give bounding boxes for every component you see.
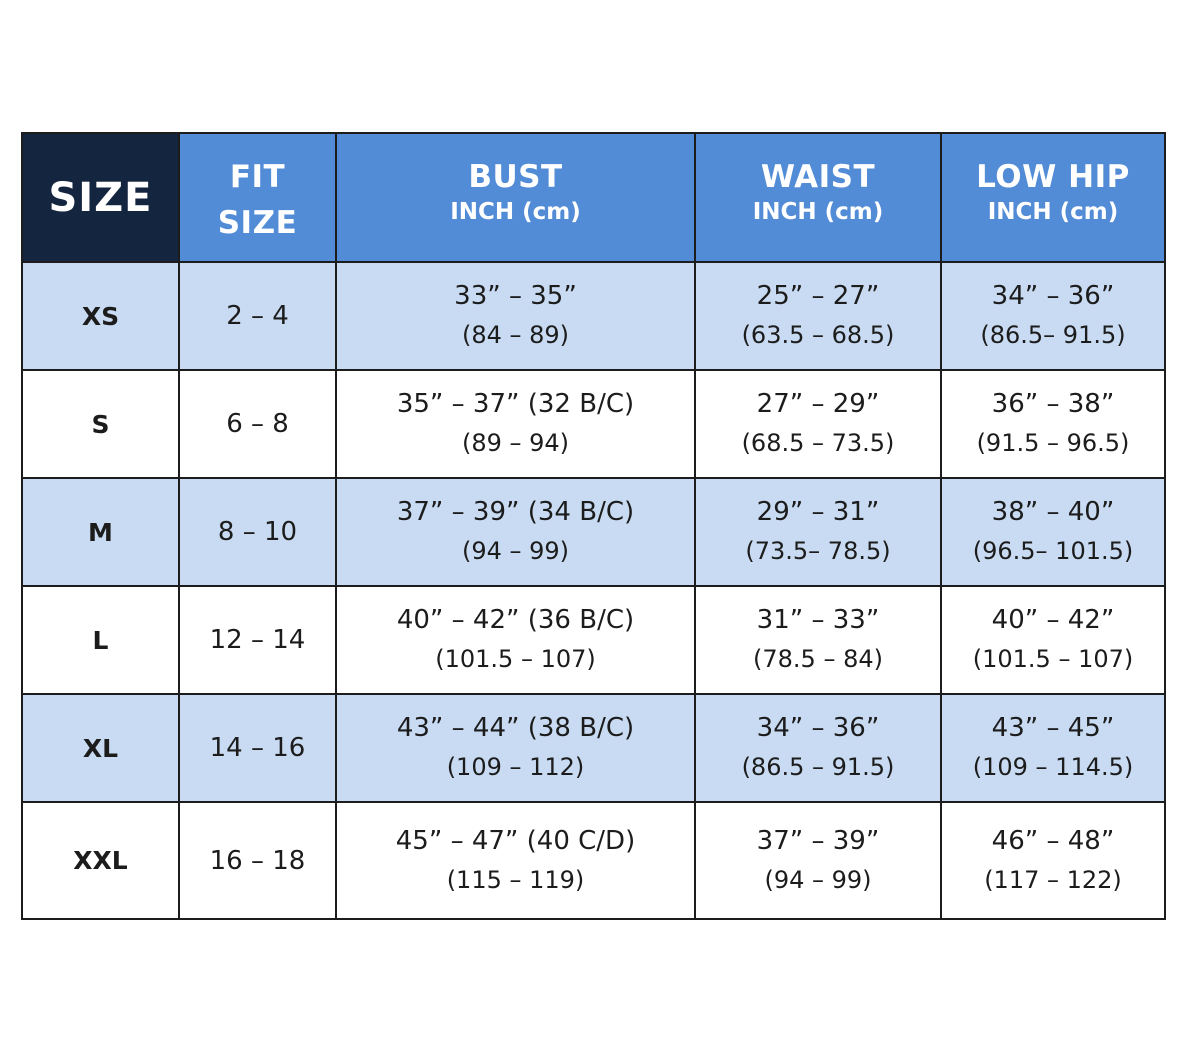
fit-size-cell: 14 – 16 <box>179 694 336 802</box>
table-row <box>22 370 1165 478</box>
header-waist <box>695 133 941 262</box>
low-hip-inch: 46” – 48” <box>991 825 1115 856</box>
waist-inch: 25” – 27” <box>756 281 880 311</box>
table-row <box>22 262 1165 370</box>
bust-cm: (101.5 – 107) <box>435 645 596 673</box>
header-fit-size <box>179 133 336 262</box>
waist-cell <box>695 802 941 919</box>
waist-cm: (73.5– 78.5) <box>745 537 891 565</box>
header-bust <box>336 133 695 262</box>
bust-inch: 40” – 42” (36 B/C) <box>396 605 635 635</box>
header-low-hip-title: LOW HIP <box>976 159 1130 195</box>
header-waist-unit: INCH (cm) <box>752 199 884 225</box>
header-waist-title: WAIST <box>760 159 876 195</box>
waist-cm: (63.5 – 68.5) <box>741 321 895 349</box>
low-hip-cell <box>941 370 1165 478</box>
low-hip-inch: 40” – 42” <box>991 605 1115 635</box>
low-hip-inch: 38” – 40” <box>991 497 1115 527</box>
waist-cm: (94 – 99) <box>764 865 872 894</box>
bust-inch: 35” – 37” (32 B/C) <box>396 389 635 419</box>
bust-inch: 45” – 47” (40 C/D) <box>395 825 636 856</box>
header-low-hip <box>941 133 1165 262</box>
header-bust-title: BUST <box>468 159 563 195</box>
size-cell: XL <box>22 694 179 802</box>
bust-inch: 33” – 35” <box>454 281 577 311</box>
waist-cell <box>695 478 941 586</box>
bust-inch: 37” – 39” (34 B/C) <box>396 497 635 527</box>
size-cell: M <box>22 478 179 586</box>
header-row <box>22 133 1165 262</box>
bust-cell <box>336 370 695 478</box>
low-hip-cm: (86.5– 91.5) <box>980 321 1126 349</box>
low-hip-cell <box>941 478 1165 586</box>
waist-inch: 31” – 33” <box>756 605 880 635</box>
waist-cell <box>695 370 941 478</box>
fit-size-cell: 16 – 18 <box>179 802 336 919</box>
low-hip-inch: 43” – 45” <box>991 713 1115 743</box>
low-hip-cell <box>941 262 1165 370</box>
low-hip-cm: (101.5 – 107) <box>972 645 1134 673</box>
bust-cm: (109 – 112) <box>446 753 585 781</box>
header-size <box>22 133 179 262</box>
table-row <box>22 802 1165 919</box>
fit-size-cell: 6 – 8 <box>179 370 336 478</box>
bust-cm: (89 – 94) <box>461 429 570 457</box>
size-cell: XS <box>22 262 179 370</box>
size-cell: S <box>22 370 179 478</box>
low-hip-cm: (96.5– 101.5) <box>972 537 1134 565</box>
fit-size-cell: 8 – 10 <box>179 478 336 586</box>
fit-size-cell: 12 – 14 <box>179 586 336 694</box>
table-row <box>22 694 1165 802</box>
header-low-hip-unit: INCH (cm) <box>987 199 1119 225</box>
bust-cm: (84 – 89) <box>461 321 570 349</box>
low-hip-inch: 36” – 38” <box>991 389 1115 419</box>
size-cell: XXL <box>22 802 179 919</box>
bust-cell <box>336 694 695 802</box>
header-size-label: SIZE <box>48 174 153 221</box>
low-hip-cell <box>941 586 1165 694</box>
size-cell: L <box>22 586 179 694</box>
waist-inch: 37” – 39” <box>756 825 880 856</box>
bust-inch: 43” – 44” (38 B/C) <box>396 713 635 743</box>
low-hip-cm: (91.5 – 96.5) <box>976 429 1130 457</box>
bust-cell <box>336 802 695 919</box>
waist-inch: 29” – 31” <box>756 497 880 527</box>
low-hip-cm: (109 – 114.5) <box>972 753 1134 781</box>
bust-cm: (115 – 119) <box>446 865 585 894</box>
waist-cm: (78.5 – 84) <box>753 645 883 673</box>
waist-inch: 34” – 36” <box>756 713 880 743</box>
waist-cell <box>695 694 941 802</box>
fit-size-cell: 2 – 4 <box>179 262 336 370</box>
waist-cm: (86.5 – 91.5) <box>741 753 895 781</box>
low-hip-cm: (117 – 122) <box>984 865 1122 894</box>
header-fit-size-label: FIT SIZE <box>217 159 298 241</box>
bust-cell <box>336 586 695 694</box>
low-hip-cell <box>941 802 1165 919</box>
size-chart-table <box>21 132 1166 920</box>
header-bust-unit: INCH (cm) <box>450 199 581 225</box>
table-row <box>22 586 1165 694</box>
waist-cell <box>695 262 941 370</box>
waist-cell <box>695 586 941 694</box>
table-row <box>22 478 1165 586</box>
bust-cm: (94 – 99) <box>461 537 570 565</box>
waist-inch: 27” – 29” <box>756 389 880 419</box>
bust-cell <box>336 262 695 370</box>
low-hip-inch: 34” – 36” <box>991 281 1115 311</box>
waist-cm: (68.5 – 73.5) <box>741 429 895 457</box>
bust-cell <box>336 478 695 586</box>
low-hip-cell <box>941 694 1165 802</box>
